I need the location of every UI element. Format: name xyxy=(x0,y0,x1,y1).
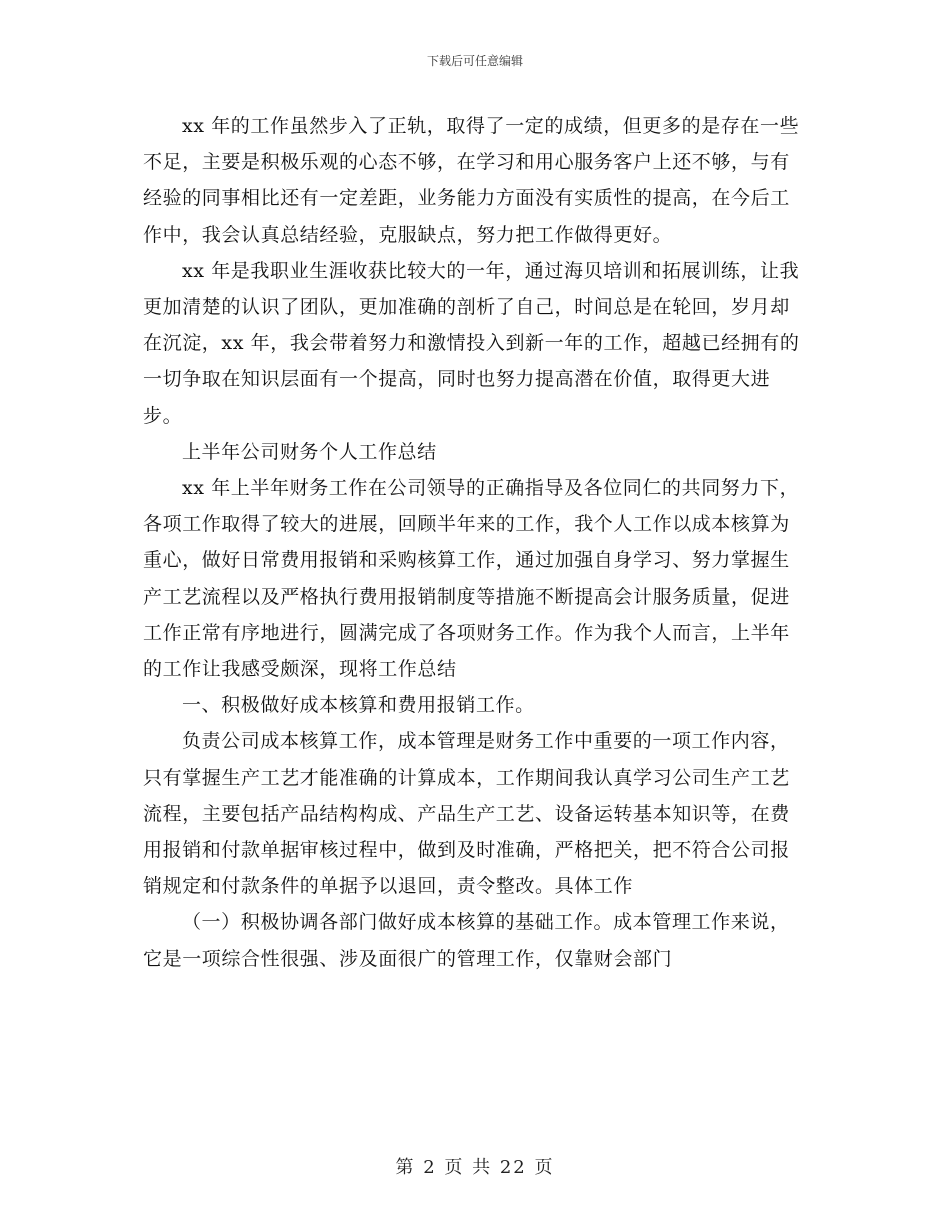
paragraph: （一）积极协调各部门做好成本核算的基础工作。成本管理工作来说，它是一项综合性很强、涉及面很广的管理工作，仅靠财会部门 xyxy=(143,911,790,970)
paragraph: xx 年上半年财务工作在公司领导的正确指导及各位同仁的共同努力下，各项工作取得了较大的进展，回顾半年来的工作，我个人工作以成本核算为重心，做好日常费用报销和采购核算工作，通过加强自身学习、努力掌握生产工艺流程以及严格执行费用报销制度等措施不断提高会计服务质量，促进工作正常有序地进行，圆满完成了各项财务工作。作为我个人而言，上半年的工作让我感受颇深，现将工作总结 xyxy=(143,477,800,681)
page-footer: 第 2 页 共 22 页 xyxy=(395,1157,555,1178)
document-body xyxy=(143,108,809,977)
paragraph: 负责公司成本核算工作，成本管理是财务工作中重要的一项工作内容，只有掌握生产工艺才能准确的计算成本，工作期间我认真学习公司生产工艺流程，主要包括产品结构构成、产品生产工艺、设备运转基本知识等，在费用报销和付款单据审核过程中，做到及时准确，严格把关，把不符合公司报销规定和付款条件的单据予以退回，责令整改。具体工作 xyxy=(143,730,790,898)
paragraph: xx 年的工作虽然步入了正轨，取得了一定的成绩，但更多的是存在一些不足，主要是积极乐观的心态不够，在学习和用心服务客户上还不够，与有经验的同事相比还有一定差距，业务能力方面没有实质性的提高，在今后工作中，我会认真总结经验，克服缺点，努力把工作做得更好。 xyxy=(143,115,800,246)
section-title: 上半年公司财务个人工作总结 xyxy=(181,440,437,463)
page-header: 下载后可任意编辑 xyxy=(426,54,523,68)
section-heading: 一、积极做好成本核算和费用报销工作。 xyxy=(181,694,535,717)
paragraph: xx 年是我职业生涯收获比较大的一年，通过海贝培训和拓展训练，让我更加清楚的认识了团队，更加准确的剖析了自己，时间总是在轮回，岁月却在沉淀，xx 年，我会带着努力和激情投入到新一年的工作，超越已经拥有的一切争取在知识层面有一个提高，同时也努力提高潜在价值，取得更大进步。 xyxy=(143,259,800,427)
